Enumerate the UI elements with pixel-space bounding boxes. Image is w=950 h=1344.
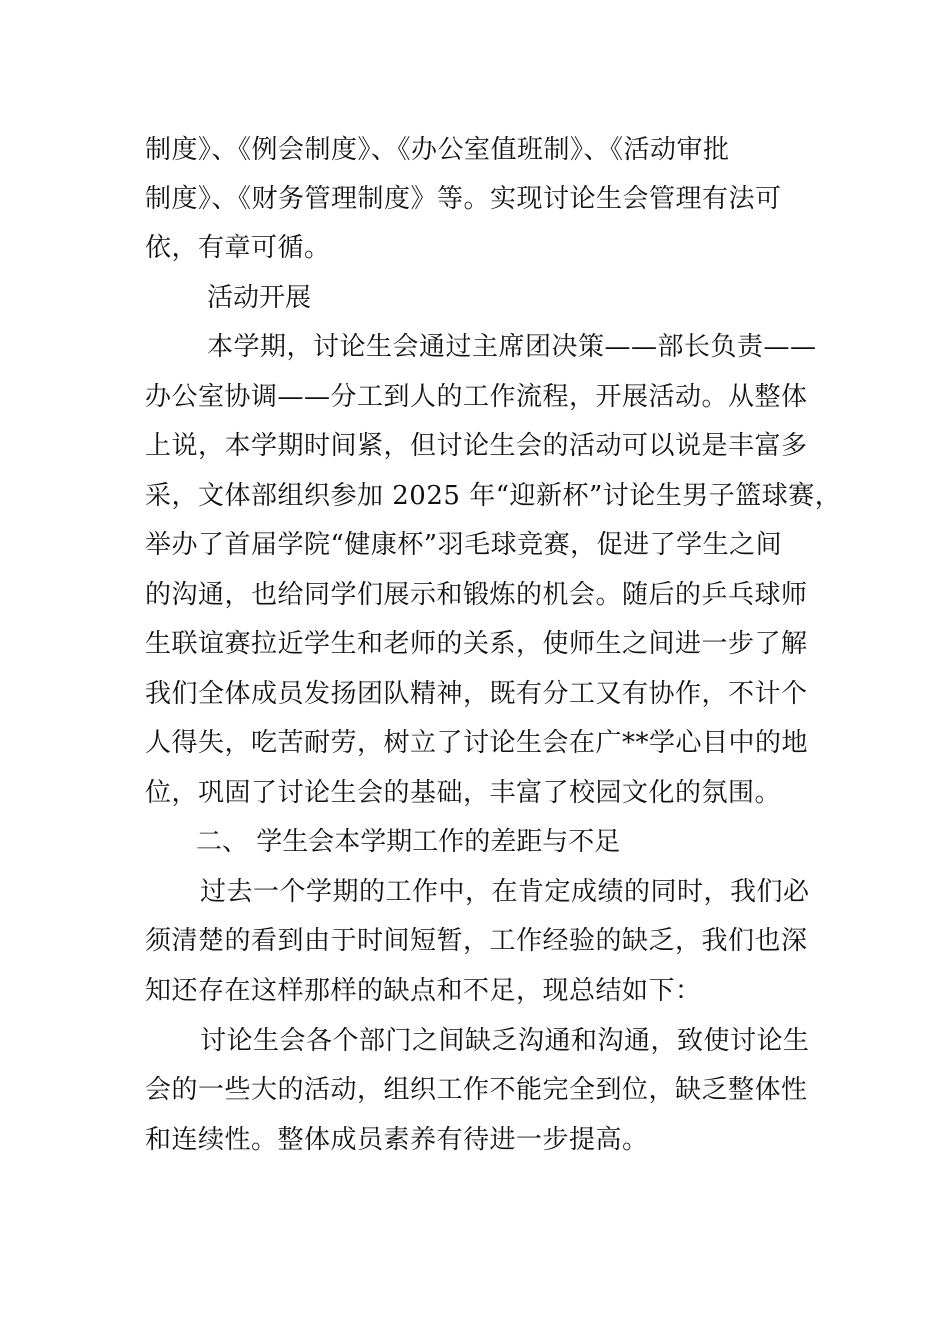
text-line-1: 制度》、《例会制度》、《办公室值班制》、《活动审批 [145, 135, 730, 165]
paragraph-activities-line-9: 人得失，吃苦耐劳，树立了讨论生会在广**学心目中的地 [145, 728, 809, 758]
paragraph-shortcomings-line-3: 知还存在这样那样的缺点和不足，现总结如下： [145, 976, 702, 1006]
section-heading-shortcomings: 二、 学生会本学期工作的差距与不足 [196, 827, 621, 857]
paragraph-activities-line-10: 位，巩固了讨论生会的基础，丰富了校园文化的氛围。 [145, 778, 782, 808]
paragraph-communication-line-3: 和连续性。整体成员素养有待进一步提高。 [145, 1125, 649, 1155]
paragraph-activities-line-5: 举办了首届学院“健康杯”羽毛球竞赛，促进了学生之间 [145, 530, 783, 560]
paragraph-activities-line-2: 办公室协调——分工到人的工作流程，开展活动。从整体 [145, 382, 808, 412]
paragraph-activities-line-1: 本学期，讨论生会通过主席团决策——部长负责—— [207, 332, 817, 362]
paragraph-activities-line-3: 上说，本学期时间紧，但讨论生会的活动可以说是丰富多 [145, 431, 808, 461]
section-heading-activities: 活动开展 [207, 283, 312, 313]
paragraph-communication-line-1: 讨论生会各个部门之间缺乏沟通和沟通，致使讨论生 [200, 1026, 810, 1056]
paragraph-activities-line-6: 的沟通，也给同学们展示和锻炼的机会。随后的乒乓球师 [145, 580, 808, 610]
paragraph-communication-line-2: 会的一些大的活动，组织工作不能完全到位，缺乏整体性 [145, 1075, 808, 1105]
paragraph-shortcomings-line-2: 须清楚的看到由于时间短暂，工作经验的缺乏，我们也深 [145, 926, 808, 956]
paragraph-activities-line-8: 我们全体成员发扬团队精神，既有分工又有协作，不计个 [145, 679, 808, 709]
paragraph-shortcomings-line-1: 过去一个学期的工作中，在肯定成绩的同时，我们必 [200, 877, 810, 907]
text-line-2: 制度》、《财务管理制度》等。实现讨论生会管理有法可 [145, 184, 782, 214]
paragraph-activities-line-4: 采，文体部组织参加 2025 年“迎新杯”讨论生男子篮球赛， [145, 481, 842, 511]
paragraph-activities-line-7: 生联谊赛拉近学生和老师的关系，使师生之间进一步了解 [145, 629, 808, 659]
text-line-3: 依，有章可循。 [145, 233, 331, 263]
